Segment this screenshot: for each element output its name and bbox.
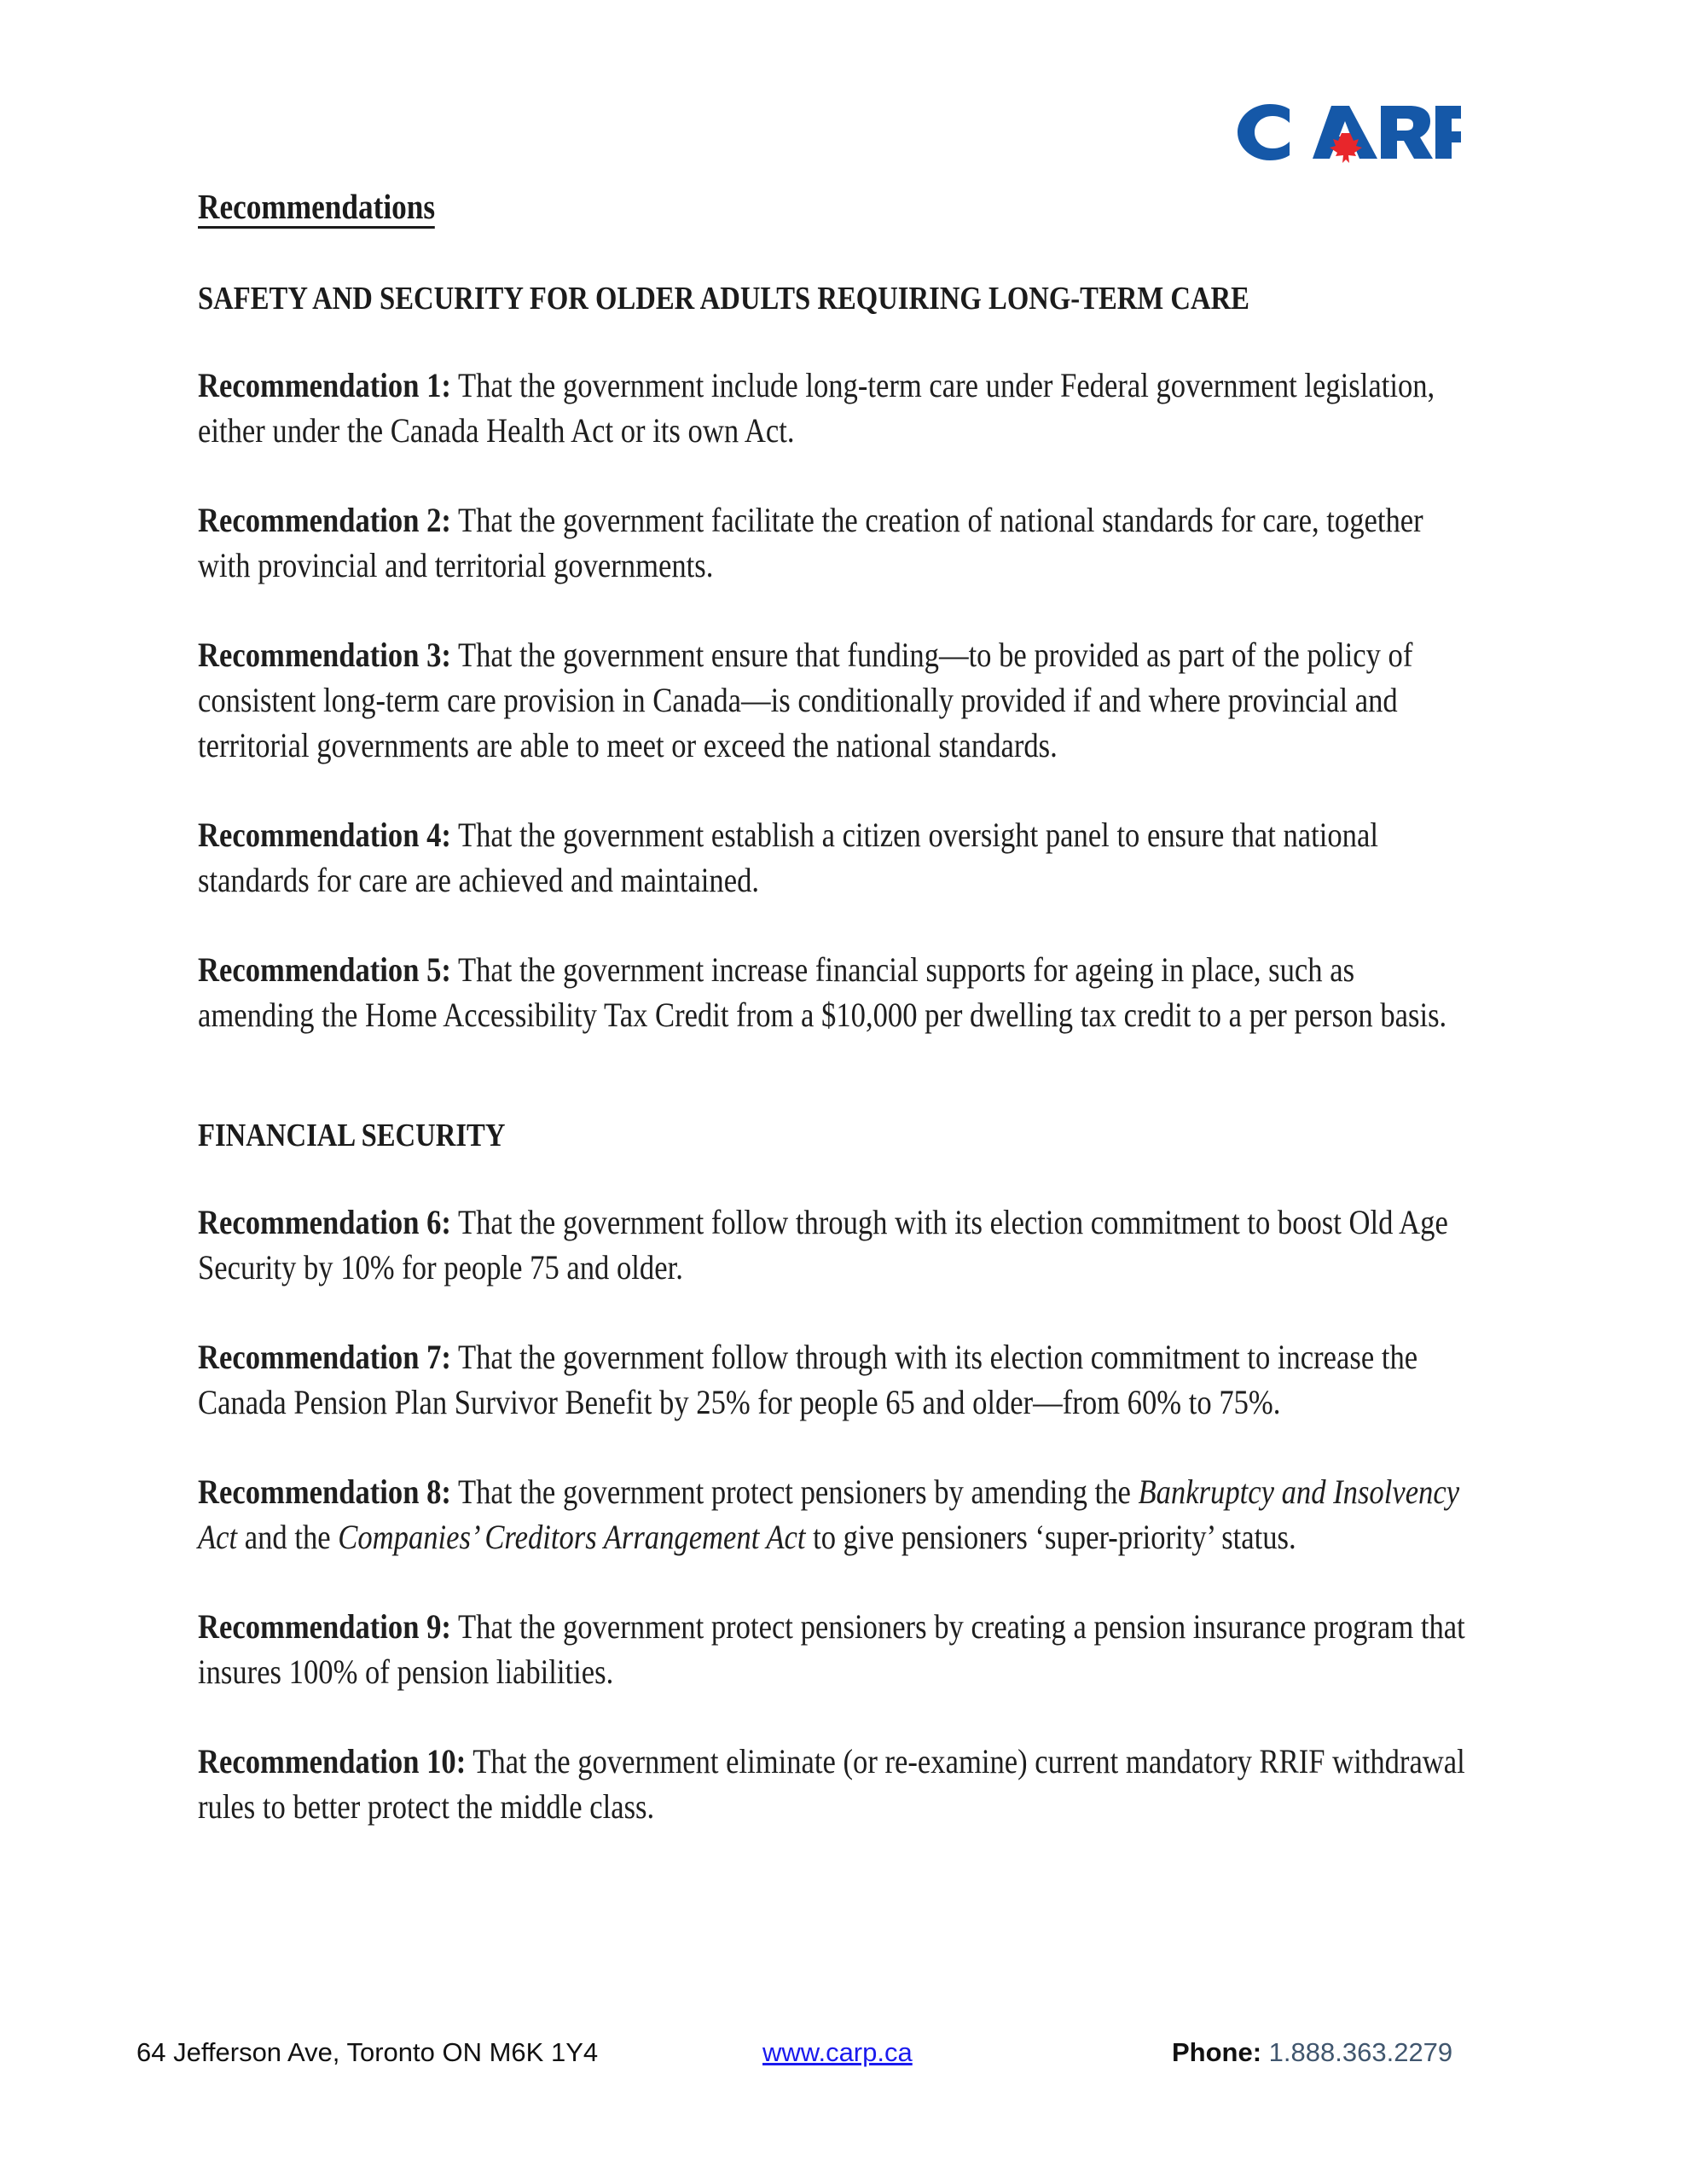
recommendation-10-label: Recommendation 10: — [198, 1742, 467, 1780]
footer-address: 64 Jefferson Ave, Toronto ON M6K 1Y4 — [136, 2037, 599, 2067]
recommendation-8-text-after: to give pensioners ‘super-priority’ status. — [805, 1518, 1296, 1556]
recommendation-7-text: That the government follow through with its election commitment to increase the Canada Pension Plan Survivor Benefit by 25% for people 65 and older—from 60% to 75%. — [198, 1338, 1418, 1421]
section-heading-ltc: SAFETY AND SECURITY FOR OLDER ADULTS REQUIRING LONG-TERM CARE — [198, 281, 1249, 317]
page-title-wrap — [198, 189, 1466, 229]
recommendation-5 — [198, 947, 1467, 1037]
recommendation-8-label: Recommendation 8: — [198, 1472, 451, 1511]
recommendation-1-text: That the government include long-term care under Federal government legislation, either under the Canada Health Act or its own Act. — [198, 366, 1435, 450]
footer-phone — [1172, 2037, 1452, 2068]
recommendation-2-text: That the government facilitate the creation of national standards for care, together with provincial and territorial governments. — [198, 501, 1423, 584]
recommendation-4 — [198, 812, 1467, 903]
recommendation-2-label: Recommendation 2: — [198, 501, 451, 539]
carp-logo-svg — [1231, 96, 1461, 169]
section-spacer — [198, 1082, 1466, 1119]
recommendation-1 — [198, 363, 1467, 453]
recommendation-9 — [198, 1604, 1467, 1694]
recommendation-6 — [198, 1199, 1467, 1290]
recommendation-4-label: Recommendation 4: — [198, 816, 451, 854]
section-heading-financial: FINANCIAL SECURITY — [198, 1118, 506, 1153]
recommendation-3-text: That the government ensure that funding—to be provided as part of the policy of consistent long-term care provision in Canada—is conditionally provided if and where provincial and territorial governments are able to meet or exceed the national standards. — [198, 636, 1413, 764]
page-footer — [0, 2037, 1687, 2083]
recommendation-4-text: That the government establish a citizen oversight panel to ensure that national standards for care are achieved and maintained. — [198, 816, 1378, 899]
recommendation-3 — [198, 632, 1467, 768]
footer-phone-label: Phone: — [1172, 2037, 1262, 2067]
recommendation-5-text: That the government increase financial supports for ageing in place, such as amending the Home Accessibility Tax Credit from a $10,000 per dwelling tax credit to a per person basis. — [198, 950, 1447, 1034]
recommendation-8-text-before: That the government protect pensioners by amending the — [450, 1472, 1139, 1511]
recommendation-8-text-middle: and the — [237, 1518, 339, 1556]
recommendation-7-label: Recommendation 7: — [198, 1338, 451, 1376]
recommendation-10-text: That the government eliminate (or re-examine) current mandatory RRIF withdrawal rules to better protect the middle class. — [198, 1742, 1465, 1826]
recommendation-8-act-ccaa: Companies’ Creditors Arrangement Act — [338, 1518, 806, 1556]
recommendation-3-label: Recommendation 3: — [198, 636, 451, 674]
footer-phone-number: 1.888.363.2279 — [1261, 2037, 1453, 2067]
recommendation-10 — [198, 1739, 1467, 1829]
recommendation-7 — [198, 1334, 1467, 1425]
recommendation-9-text: That the government protect pensioners by creating a pension insurance program that insures 100% of pension liabilities. — [198, 1607, 1465, 1691]
recommendation-8 — [198, 1469, 1467, 1560]
recommendation-8-act-bankruptcy: Bankruptcy and Insolvency Act — [198, 1472, 1460, 1556]
recommendation-6-label: Recommendation 6: — [198, 1203, 451, 1241]
document-body — [198, 189, 1466, 1829]
recommendation-5-label: Recommendation 5: — [198, 950, 451, 989]
recommendation-9-label: Recommendation 9: — [198, 1607, 451, 1646]
recommendation-6-text: That the government follow through with its election commitment to boost Old Age Security by 10% for people 75 and older. — [198, 1203, 1448, 1287]
recommendation-2 — [198, 497, 1467, 588]
footer-website-link[interactable]: www.carp.ca — [762, 2037, 913, 2067]
carp-logo — [1231, 96, 1461, 169]
recommendation-1-label: Recommendation 1: — [198, 366, 451, 404]
page-title: Recommendations — [198, 189, 435, 229]
